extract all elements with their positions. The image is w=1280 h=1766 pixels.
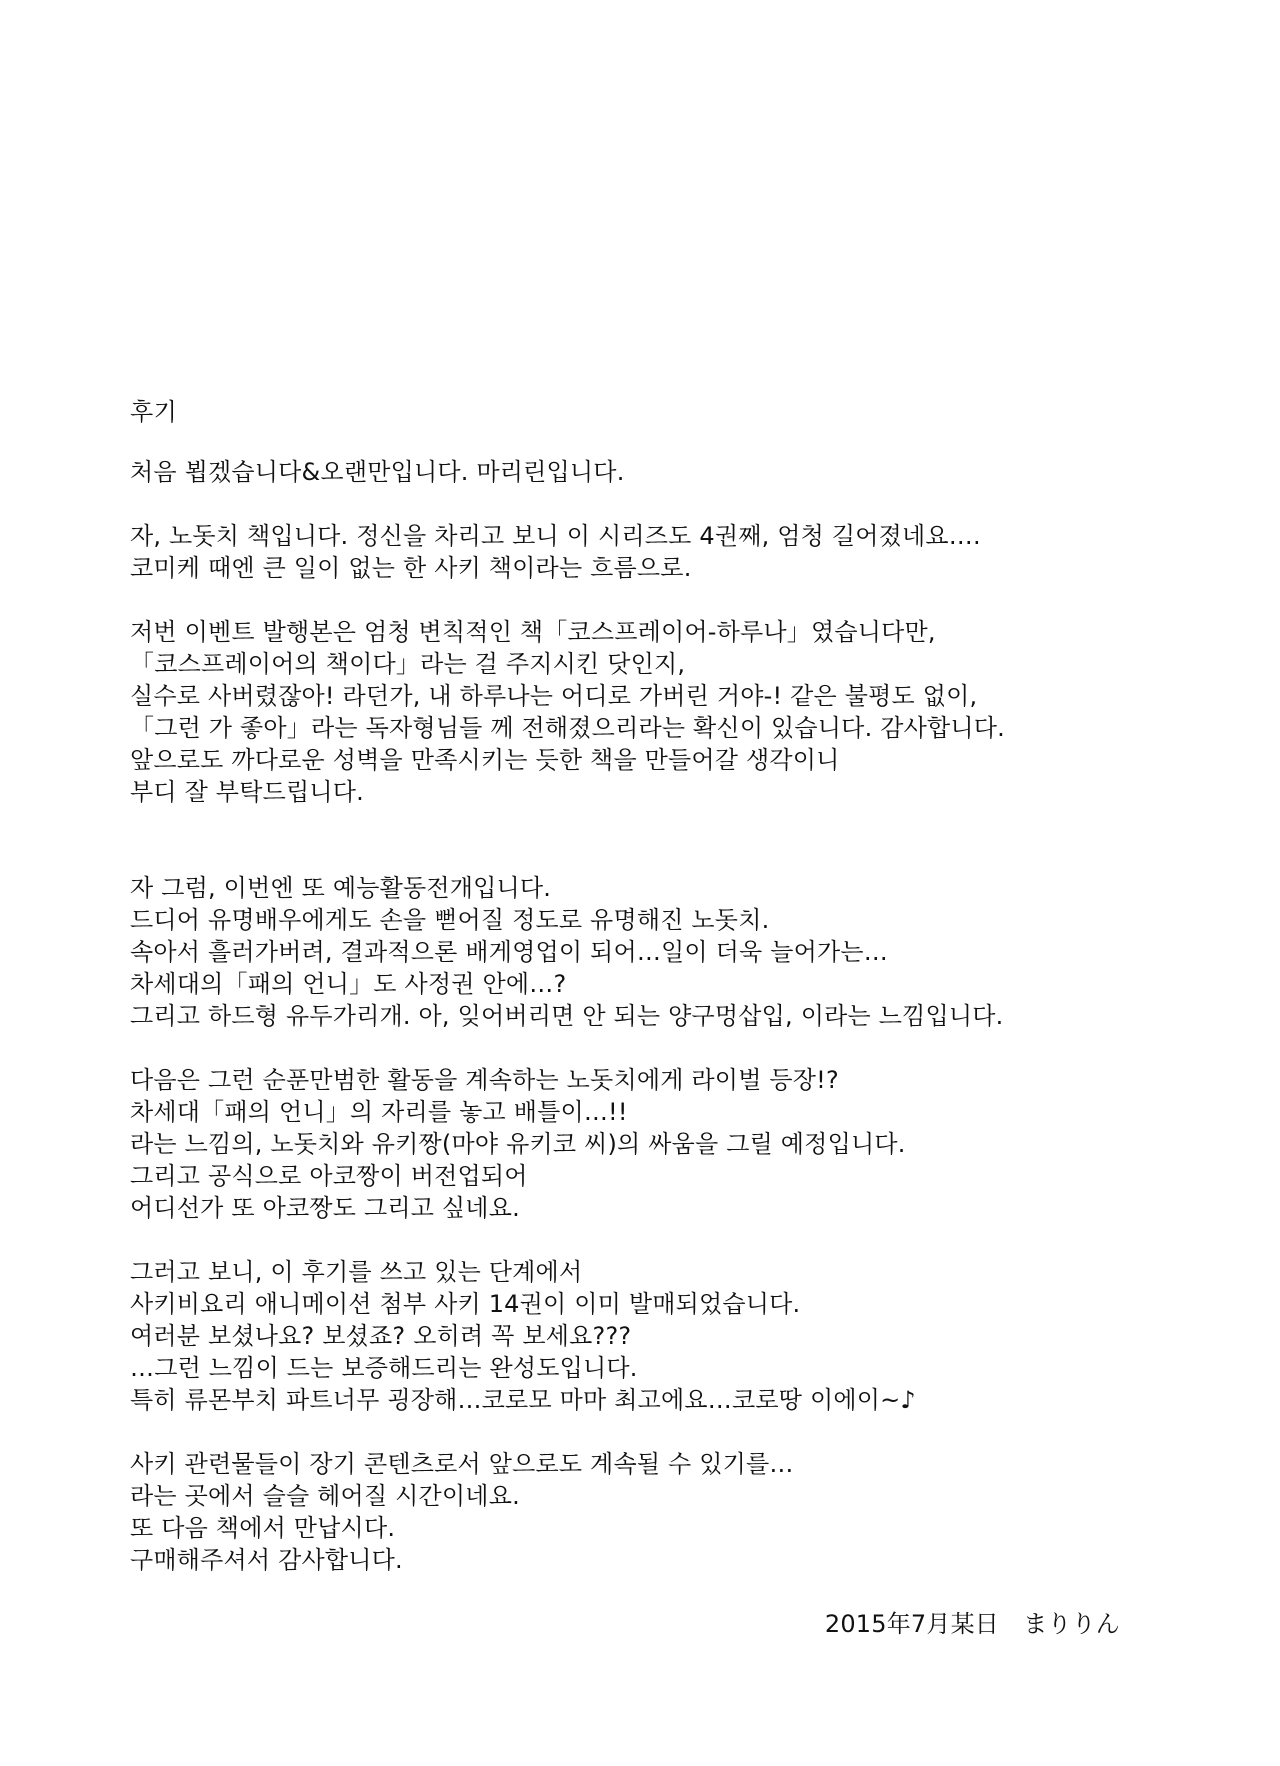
text-line: 라는 느낌의, 노돗치와 유키짱(마야 유키코 씨)의 싸움을 그릴 예정입니다. [130,1130,906,1158]
text-line: 속아서 흘러가버려, 결과적으론 배게영업이 되어…일이 더욱 늘어가는… [130,938,888,966]
text-line: 실수로 사버렸잖아! 라던가, 내 하루나는 어디로 가버린 거야-! 같은 불평도 없이, [130,682,978,710]
text-line: 그러고 보니, 이 후기를 쓰고 있는 단계에서 [130,1258,583,1286]
text-line: 앞으로도 까다로운 성벽을 만족시키는 듯한 책을 만들어갈 생각이니 [130,746,840,774]
text-line: 코미케 때엔 큰 일이 없는 한 사키 책이라는 흐름으로. [130,554,692,582]
paragraph-closing [130,1448,1160,1576]
text-line: 차세대의「패의 언니」도 사정권 안에…? [130,970,567,998]
text-line: 구매해주셔서 감사합니다. [130,1546,403,1574]
afterword-title: 후기 [130,398,178,426]
paragraph-greeting [130,456,1160,488]
text-line: 사키 관련물들이 장기 콘텐츠로서 앞으로도 계속될 수 있기를… [130,1450,794,1478]
text-line: 「코스프레이어의 책이다」라는 걸 주지시킨 닷인지, [130,650,686,678]
text-line: …그런 느낌이 드는 보증해드리는 완성도입니다. [130,1354,638,1382]
text-line: 라는 곳에서 슬슬 헤어질 시간이네요. [130,1482,520,1510]
text-line: 어디선가 또 아코짱도 그리고 싶네요. [130,1194,520,1222]
paragraph-release-note [130,1256,1160,1416]
text-line: 특히 류몬부치 파트너무 굉장해…코로모 마마 최고에요…코로땅 이에이~♪ [130,1386,916,1414]
text-line: 처음 뵙겠습니다&오랜만입니다. 마리린입니다. [130,458,625,486]
text-line: 그리고 하드형 유두가리개. 아, 잊어버리면 안 되는 양구멍삽입, 이라는 느낌입니다. [130,1002,1004,1030]
paragraph-series-intro [130,520,1160,584]
text-line: 「그런 가 좋아」라는 독자형님들 께 전해졌으리라는 확신이 있습니다. 감사합니다. [130,714,1005,742]
text-line: 여러분 보셨나요? 보셨죠? 오히려 꼭 보세요??? [130,1322,632,1350]
text-line: 저번 이벤트 발행본은 엄청 변칙적인 책「코스프레이어-하루나」였습니다만, [130,618,936,646]
paragraph-current-story [130,872,1160,1032]
text-line: 자, 노돗치 책입니다. 정신을 차리고 보니 이 시리즈도 4권째, 엄청 길어졌네요…. [130,522,981,550]
text-line: 그리고 공식으로 아코짱이 버전업되어 [130,1162,528,1190]
text-line: 자 그럼, 이번엔 또 예능활동전개입니다. [130,874,552,902]
text-line: 다음은 그런 순푼만범한 활동을 계속하는 노돗치에게 라이벌 등장!? [130,1066,839,1094]
text-line: 또 다음 책에서 만납시다. [130,1514,396,1542]
paragraph-next-plan [130,1064,1160,1224]
paragraph-previous-event [130,616,1160,808]
text-line: 드디어 유명배우에게도 손을 뻗어질 정도로 유명해진 노돗치. [130,906,770,934]
text-line: 차세대「패의 언니」의 자리를 놓고 배틀이…!! [130,1098,628,1126]
text-line: 부디 잘 부탁드립니다. [130,778,364,806]
afterword-section [130,396,1160,1576]
date-signature: 2015年7月某日 まりりん [824,1610,1120,1638]
text-line: 사키비요리 애니메이션 첨부 사키 14권이 이미 발매되었습니다. [130,1290,801,1318]
